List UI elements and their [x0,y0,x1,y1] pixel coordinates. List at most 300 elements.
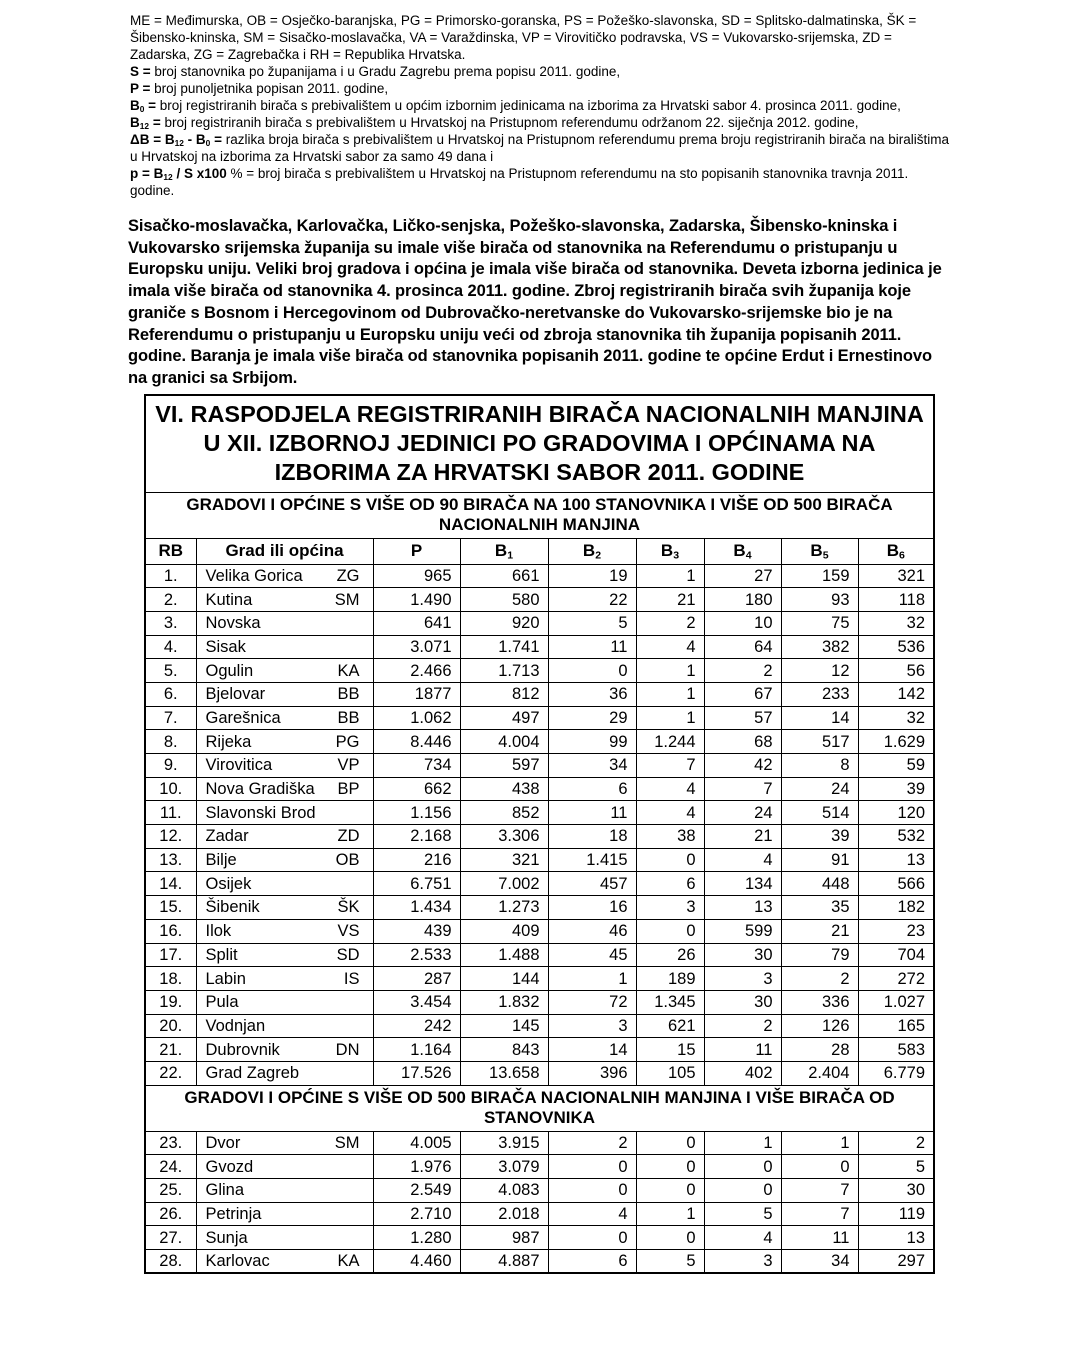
column-header: $B_1$ [460,538,548,564]
value-cell: 734 [373,754,460,778]
row-number: 10. [145,777,196,801]
county-code: SM [334,590,360,609]
county-code: ŠK [337,898,360,917]
value-cell: 1 [636,706,704,730]
value-cell: 22 [548,588,636,612]
city-cell [196,1061,373,1085]
value-cell: 7 [781,1179,858,1203]
value-cell: 36 [548,682,636,706]
column-header: $B_3$ [636,538,704,564]
table-row [145,990,934,1014]
city-name: Petrinja [205,1205,262,1224]
section-1-header-cell [145,492,934,538]
table-row [145,967,934,991]
value-cell: 39 [858,777,934,801]
value-cell: 15 [636,1038,704,1062]
value-cell: 1.488 [460,943,548,967]
value-cell: 272 [858,967,934,991]
column-header: RB [145,538,196,564]
county-code: VS [337,922,360,941]
value-cell: 21 [636,588,704,612]
column-header: $B_4$ [704,538,781,564]
county-code: BB [337,708,360,727]
row-number: 12. [145,825,196,849]
city-cell [196,777,373,801]
city-cell [196,801,373,825]
city-name: Gvozd [205,1157,254,1176]
value-cell: 8 [781,754,858,778]
value-cell: 1 [636,682,704,706]
city-cell [196,896,373,920]
value-cell: 189 [636,967,704,991]
table-row [145,1131,934,1155]
value-cell: 4.005 [373,1131,460,1155]
row-number: 7. [145,706,196,730]
value-cell: 165 [858,1014,934,1038]
city-name: Grad Zagreb [205,1064,300,1083]
table-row [145,706,934,730]
table-row [145,611,934,635]
value-cell: 2 [636,611,704,635]
table-title: VI. RASPODJELA REGISTRIRANIH BIRAČA NACIONALNIH MANJINA U XII. IZBORNOJ JEDINICI PO GRADOVIMA I OPĆINAMA NA IZBORIMA ZA HRVATSKI SABOR 2011. GODINE [145,395,934,492]
value-cell: 2.018 [460,1202,548,1226]
value-cell: 4 [636,777,704,801]
value-cell: 0 [704,1155,781,1179]
definition-line: $B_{12}$ = broj registriranih birača s prebivalištem u Hrvatskoj na Pristupnom referendumu održanom 22. siječnja 2012. godine, [130,115,859,131]
table-row [145,1202,934,1226]
value-cell: 536 [858,635,934,659]
value-cell: 145 [460,1014,548,1038]
city-name: Split [205,945,238,964]
value-cell: 1.156 [373,801,460,825]
value-cell: 3.079 [460,1155,548,1179]
value-cell: 4.083 [460,1179,548,1203]
county-code: DN [335,1040,360,1059]
value-cell: 0 [548,659,636,683]
city-name: Šibenik [205,898,260,917]
value-cell: 64 [704,635,781,659]
value-cell: 661 [460,564,548,588]
value-cell: 19 [548,564,636,588]
value-cell: 242 [373,1014,460,1038]
city-cell [196,1155,373,1179]
value-cell: 3.454 [373,990,460,1014]
value-cell: 7 [636,754,704,778]
county-code: ZD [337,827,360,846]
value-cell: 1.832 [460,990,548,1014]
value-cell: 1.490 [373,588,460,612]
value-cell: 2.168 [373,825,460,849]
value-cell: 514 [781,801,858,825]
value-cell: 297 [858,1250,934,1274]
row-number: 25. [145,1179,196,1203]
table-row [145,754,934,778]
section-1-rows [145,564,934,1085]
city-name: Velika Gorica [205,566,303,585]
value-cell: 91 [781,848,858,872]
value-cell: 32 [858,706,934,730]
value-cell: 75 [781,611,858,635]
value-cell: 14 [781,706,858,730]
row-number: 11. [145,801,196,825]
value-cell: 1.434 [373,896,460,920]
table-row [145,801,934,825]
value-cell: 119 [858,1202,934,1226]
county-code: PG [335,732,360,751]
value-cell: 233 [781,682,858,706]
value-cell: 144 [460,967,548,991]
city-name: Labin [205,969,246,988]
value-cell: 0 [636,1155,704,1179]
value-cell: 30 [704,990,781,1014]
value-cell: 1.415 [548,848,636,872]
city-cell [196,872,373,896]
value-cell: 11 [781,1226,858,1250]
definition-line: S = broj stanovnika po županijama i u Gradu Zagrebu prema popisu 2011. godine, [130,64,621,79]
value-cell: 56 [858,659,934,683]
row-number: 8. [145,730,196,754]
value-cell: 67 [704,682,781,706]
city-cell [196,1202,373,1226]
value-cell: 597 [460,754,548,778]
city-name: Karlovac [205,1252,270,1271]
table-row [145,635,934,659]
value-cell: 134 [704,872,781,896]
table-row [145,943,934,967]
city-cell [196,1226,373,1250]
value-cell: 59 [858,754,934,778]
value-cell: 2.533 [373,943,460,967]
value-cell: 1.713 [460,659,548,683]
value-cell: 1877 [373,682,460,706]
value-cell: 3 [704,1250,781,1274]
county-code: OB [335,851,360,870]
value-cell: 321 [858,564,934,588]
value-cell: 4.004 [460,730,548,754]
table-row [145,1226,934,1250]
table-row [145,659,934,683]
value-cell: 45 [548,943,636,967]
value-cell: 39 [781,825,858,849]
value-cell: 1.629 [858,730,934,754]
county-code: ZG [336,566,360,585]
value-cell: 2 [704,659,781,683]
value-cell: 21 [704,825,781,849]
value-cell: 6 [636,872,704,896]
value-cell: 457 [548,872,636,896]
county-code: IS [343,969,360,988]
value-cell: 99 [548,730,636,754]
table-row [145,1250,934,1274]
table-row [145,1179,934,1203]
city-cell [196,588,373,612]
city-cell [196,730,373,754]
city-cell [196,635,373,659]
value-cell: 2.710 [373,1202,460,1226]
value-cell: 704 [858,943,934,967]
value-cell: 641 [373,611,460,635]
city-name: Glina [205,1181,245,1200]
value-cell: 1 [704,1131,781,1155]
value-cell: 8.446 [373,730,460,754]
city-cell [196,967,373,991]
value-cell: 0 [636,1226,704,1250]
city-cell [196,1014,373,1038]
value-cell: 46 [548,919,636,943]
city-name: Vodnjan [205,1016,266,1035]
row-number: 28. [145,1250,196,1274]
table-row [145,1155,934,1179]
value-cell: 987 [460,1226,548,1250]
value-cell: 18 [548,825,636,849]
value-cell: 0 [548,1179,636,1203]
value-cell: 30 [858,1179,934,1203]
table-row [145,1014,934,1038]
row-number: 17. [145,943,196,967]
table-row [145,825,934,849]
city-name: Sisak [205,637,246,656]
value-cell: 396 [548,1061,636,1085]
value-cell: 3 [548,1014,636,1038]
row-number: 16. [145,919,196,943]
value-cell: 142 [858,682,934,706]
value-cell: 126 [781,1014,858,1038]
value-cell: 497 [460,706,548,730]
value-cell: 7.002 [460,872,548,896]
value-cell: 118 [858,588,934,612]
row-number: 18. [145,967,196,991]
value-cell: 24 [704,801,781,825]
value-cell: 321 [460,848,548,872]
value-cell: 29 [548,706,636,730]
value-cell: 1.273 [460,896,548,920]
city-name: Garešnica [205,708,281,727]
value-cell: 1.244 [636,730,704,754]
value-cell: 35 [781,896,858,920]
city-cell [196,706,373,730]
column-header-row [145,538,934,564]
value-cell: 4 [704,1226,781,1250]
row-number: 27. [145,1226,196,1250]
value-cell: 105 [636,1061,704,1085]
county-code: BP [337,780,360,799]
value-cell: 580 [460,588,548,612]
value-cell: 448 [781,872,858,896]
row-number: 21. [145,1038,196,1062]
value-cell: 2 [704,1014,781,1038]
value-cell: 965 [373,564,460,588]
city-name: Osijek [205,874,252,893]
value-cell: 1.164 [373,1038,460,1062]
value-cell: 0 [636,919,704,943]
value-cell: 566 [858,872,934,896]
section-2-header: GRADOVI I OPĆINE S VIŠE OD 500 BIRAČA NACIONALNIH MANJINA I VIŠE BIRAČA OD STANOVNIKA [184,1088,895,1128]
column-header: $B_6$ [858,538,934,564]
value-cell: 402 [704,1061,781,1085]
definition-line: $\Delta B = B_{12} - B_0$ = razlika broja birača s prebivalištem u Hrvatskoj na Pristupnom referendumu prema broju registriranih birača na biralištima u Hrvatskoj na izborima za Hrvatski sabor za samo 49 dana i [130,132,950,164]
value-cell: 409 [460,919,548,943]
city-name: Dvor [205,1133,241,1152]
value-cell: 34 [548,754,636,778]
value-cell: 182 [858,896,934,920]
value-cell: 11 [548,801,636,825]
value-cell: 2.466 [373,659,460,683]
value-cell: 34 [781,1250,858,1274]
city-cell [196,990,373,1014]
table-row [145,777,934,801]
value-cell: 583 [858,1038,934,1062]
value-cell: 13 [858,848,934,872]
value-cell: 180 [704,588,781,612]
value-cell: 11 [548,635,636,659]
value-cell: 4 [548,1202,636,1226]
city-name: Kutina [205,590,253,609]
value-cell: 6.751 [373,872,460,896]
value-cell: 2 [548,1131,636,1155]
value-cell: 1.741 [460,635,548,659]
city-name: Ilok [205,922,232,941]
header-text-block [130,12,950,199]
row-number: 13. [145,848,196,872]
value-cell: 2.549 [373,1179,460,1203]
value-cell: 1 [636,659,704,683]
value-cell: 1 [548,967,636,991]
value-cell: 57 [704,706,781,730]
value-cell: 517 [781,730,858,754]
value-cell: 38 [636,825,704,849]
value-cell: 11 [704,1038,781,1062]
row-number: 14. [145,872,196,896]
table-row [145,1038,934,1062]
row-number: 19. [145,990,196,1014]
row-number: 5. [145,659,196,683]
value-cell: 159 [781,564,858,588]
value-cell: 14 [548,1038,636,1062]
value-cell: 438 [460,777,548,801]
value-cell: 68 [704,730,781,754]
city-cell [196,682,373,706]
value-cell: 12 [781,659,858,683]
summary-paragraph: Sisačko-moslavačka, Karlovačka, Ličko-senjska, Požeško-slavonska, Zadarska, Šibensko-kninska i Vukovarsko srijemska županija su imale više birača od stanovnika na Referendumu o pristupanju u Europsku uniju. Veliki broj gradova i općina je imala više birača od stanovnika. Deveta izborna jedinica je imala više birača od stanovnika 4. prosinca 2011. godine. Zbroj registriranih birača svih županija koje graniče s Bosnom i Hercegovinom od Dubrovačko-neretvanske do Vukovarsko-srijemske bio je na Referendumu o pristupanju u Europsku uniju veći od zbroja stanovnika tih županija popisanih 2011. godine. Baranja je imala više birača od stanovnika popisanih 2011. godine te općine Erdut i Ernestinovo na granici sa Srbijom. [128,217,942,387]
value-cell: 13.658 [460,1061,548,1085]
value-cell: 852 [460,801,548,825]
row-number: 4. [145,635,196,659]
value-cell: 13 [858,1226,934,1250]
value-cell: 287 [373,967,460,991]
table-row [145,919,934,943]
city-name: Pula [205,993,239,1012]
value-cell: 5 [548,611,636,635]
value-cell: 0 [781,1155,858,1179]
city-name: Slavonski Brod [205,803,316,822]
value-cell: 1 [781,1131,858,1155]
minority-voters-table [144,394,935,1274]
row-number: 24. [145,1155,196,1179]
county-code: KA [337,1252,360,1271]
row-number: 23. [145,1131,196,1155]
value-cell: 0 [548,1226,636,1250]
column-header: $B_5$ [781,538,858,564]
value-cell: 662 [373,777,460,801]
value-cell: 1.062 [373,706,460,730]
column-header: Grad ili općina [196,538,373,564]
value-cell: 93 [781,588,858,612]
value-cell: 2 [858,1131,934,1155]
value-cell: 3 [704,967,781,991]
value-cell: 599 [704,919,781,943]
value-cell: 27 [704,564,781,588]
city-cell [196,919,373,943]
value-cell: 4.460 [373,1250,460,1274]
value-cell: 382 [781,635,858,659]
value-cell: 2 [781,967,858,991]
value-cell: 10 [704,611,781,635]
value-cell: 0 [636,1131,704,1155]
value-cell: 920 [460,611,548,635]
row-number: 26. [145,1202,196,1226]
value-cell: 5 [636,1250,704,1274]
value-cell: 812 [460,682,548,706]
table-row [145,896,934,920]
value-cell: 532 [858,825,934,849]
value-cell: 4.887 [460,1250,548,1274]
value-cell: 843 [460,1038,548,1062]
value-cell: 42 [704,754,781,778]
city-cell [196,564,373,588]
city-cell [196,611,373,635]
value-cell: 216 [373,848,460,872]
value-cell: 17.526 [373,1061,460,1085]
value-cell: 79 [781,943,858,967]
row-number: 3. [145,611,196,635]
city-cell [196,659,373,683]
city-name: Sunja [205,1228,248,1247]
definition-line: P = broj punoljetnika popisan 2011. godine, [130,81,389,96]
table-row [145,588,934,612]
value-cell: 24 [781,777,858,801]
city-name: Bilje [205,851,237,870]
city-name: Novska [205,614,261,633]
city-cell [196,1250,373,1274]
city-cell [196,1179,373,1203]
column-header: P [373,538,460,564]
value-cell: 5 [704,1202,781,1226]
row-number: 15. [145,896,196,920]
value-cell: 0 [704,1179,781,1203]
row-number: 2. [145,588,196,612]
value-cell: 13 [704,896,781,920]
value-cell: 1 [636,1202,704,1226]
value-cell: 1 [636,564,704,588]
value-cell: 16 [548,896,636,920]
definitions-list [130,63,950,199]
county-code: SD [336,945,360,964]
table-row [145,872,934,896]
value-cell: 28 [781,1038,858,1062]
table-row [145,682,934,706]
section-1-header: GRADOVI I OPĆINE S VIŠE OD 90 BIRAČA NA 100 STANOVNIKA I VIŠE OD 500 BIRAČA NACIONALNIH MANJINA [186,495,893,534]
table-row [145,1061,934,1085]
row-number: 20. [145,1014,196,1038]
row-number: 22. [145,1061,196,1085]
value-cell: 3.306 [460,825,548,849]
value-cell: 621 [636,1014,704,1038]
city-name: Ogulin [205,661,254,680]
value-cell: 26 [636,943,704,967]
value-cell: 1.027 [858,990,934,1014]
value-cell: 6.779 [858,1061,934,1085]
value-cell: 21 [781,919,858,943]
